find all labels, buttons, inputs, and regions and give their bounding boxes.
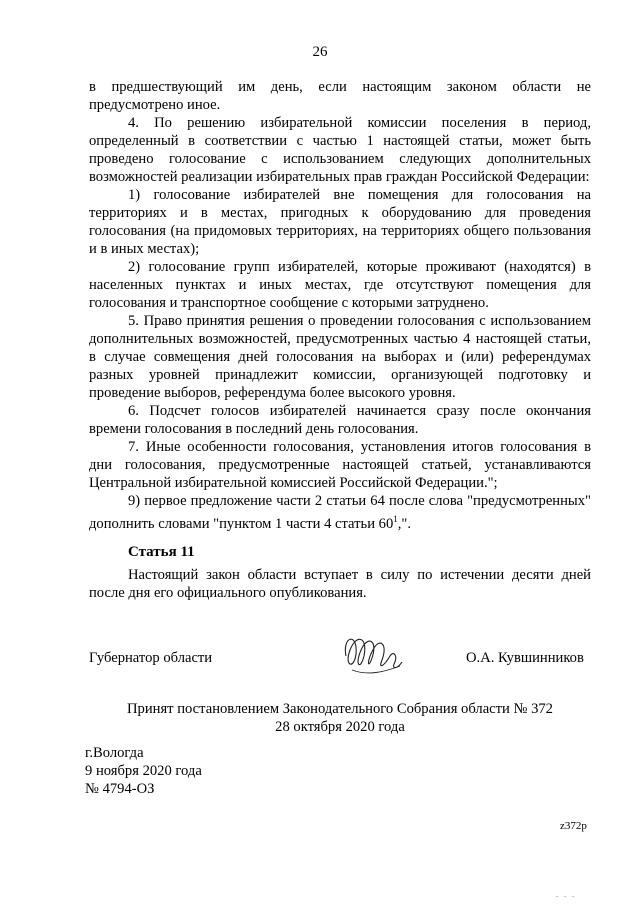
adoption-line: Принят постановлением Законодательного Собрания области № 372 bbox=[127, 701, 553, 717]
paragraph: 2) голосование групп избирателей, которые проживают (находятся) в населенных пунктах и иных местах, где отсутствуют помещения для голосования и транспортное сообщение с которыми затруднено. bbox=[89, 259, 591, 311]
document-body bbox=[89, 78, 591, 533]
paragraph-amendment-9 bbox=[89, 492, 591, 533]
law-effective-text: Настоящий закон области вступает в силу по истечении десяти дней после дня его официального опубликования. bbox=[89, 567, 591, 601]
signing-details bbox=[85, 744, 202, 798]
paragraph: 5. Право принятия решения о проведении голосования с использованием дополнительных возможностей, предусмотренных частью 4 настоящей статьи, в случае совмещения дней голосования на выборах и (или) референдумах разных уровней принадлежит комиссии, организующей подготовку и проведение выборов, референдума более высокого уровня. bbox=[89, 313, 591, 401]
signing-date: 9 ноября 2020 года bbox=[85, 763, 202, 779]
signature-icon bbox=[338, 626, 408, 686]
adoption-statement bbox=[0, 700, 640, 736]
page-number: 26 bbox=[312, 44, 328, 60]
governor-title: Губернатор области bbox=[89, 650, 213, 666]
paragraph: 7. Иные особенности голосования, установления итогов голосования в дни голосования, предусмотренные настоящей статьей, устанавливаются Центральной избирательной комиссией Российской Федерации."; bbox=[89, 439, 591, 491]
paragraph: 1) голосование избирателей вне помещения для голосования на территориях и в местах, пригодных к оборудованию для проведения голосования (на придомовых территориях, на территориях общего пользования и в иных местах); bbox=[89, 187, 591, 257]
law-number: № 4794-ОЗ bbox=[85, 781, 155, 797]
paragraph: 4. По решению избирательной комиссии поселения в период, определенный в соответствии с частью 1 настоящей статьи, может быть проведено голосование с использованием следующих дополнительных возможностей реализации избирательных прав граждан Российской Федерации: bbox=[89, 115, 591, 185]
paragraph: в предшествующий им день, если настоящим законом области не предусмотрено иное. bbox=[89, 79, 591, 113]
paragraph: 6. Подсчет голосов избирателей начинается сразу после окончания времени голосования в последний день голосования. bbox=[89, 403, 591, 437]
amendment-text-end: ,". bbox=[397, 515, 412, 532]
document-code: z372p bbox=[560, 820, 587, 832]
signing-place: г.Вологда bbox=[85, 745, 144, 761]
scan-mark: - - - bbox=[556, 892, 577, 900]
amendment-text: 9) первое предложение части 2 статьи 64 после слова "предусмотренных" дополнить словами "пунктом 1 части 4 статьи 60 bbox=[89, 493, 591, 532]
governor-name: О.А. Кувшинников bbox=[466, 650, 584, 666]
adoption-date: 28 октября 2020 года bbox=[275, 719, 405, 735]
superscript: 1 bbox=[393, 514, 398, 524]
article-heading: Статья 11 bbox=[128, 544, 195, 560]
